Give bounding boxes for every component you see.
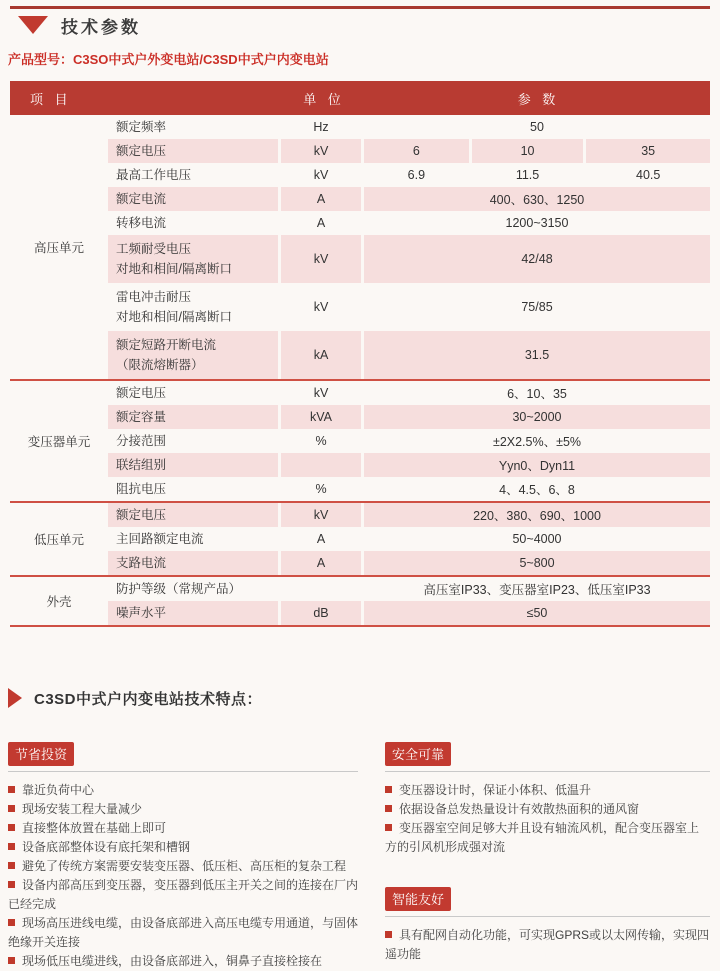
param-cell: 35 [586,139,710,163]
param-area [364,283,710,331]
param-cell: Yyn0、Dyn11 [364,453,710,477]
table-row [108,163,710,187]
item-cell [108,405,278,429]
param-area [364,551,710,575]
item-label: 额定容量 [116,409,167,424]
bullet-text: 具有配网自动化功能，可实现GPRS或以太网传输，实现四遥功能 [385,928,710,961]
item-label: 额定电压 [116,507,167,522]
product-model-line: 产品型号：C3SO中式户外变电站/C3SD中式户内变电站 [8,52,329,67]
unit-cell: kV [281,139,361,163]
param-area [364,139,710,163]
param-area [364,235,710,283]
item-cell [108,139,278,163]
table-row [108,429,710,453]
table-row [108,139,710,163]
param-cell: 1200~3150 [505,216,569,230]
table-row [108,115,710,139]
unit-cell: A [316,532,326,546]
table-row [108,211,710,235]
param-cell: 42/48 [364,235,710,283]
param-cell: 50 [530,120,544,134]
table-row [108,283,710,331]
features-title: C3SD中式户内变电站技术特点： [34,690,263,708]
bullet-square-icon [8,862,15,869]
unit-cell: dB [281,601,361,625]
table-row [108,187,710,211]
unit-cell: A [316,216,326,230]
bullet-item [8,857,358,876]
param-area [364,503,710,527]
header-cell-item: 项 目 [30,91,72,107]
item-cell [108,503,278,527]
table-row [108,405,710,429]
param-area [364,429,710,453]
unit-cell [281,453,361,477]
bullet-square-icon [8,881,15,888]
bullet-list [385,781,710,857]
param-cell: 6、10、35 [507,387,567,401]
item-label: 对地和相间/隔离断口 [116,261,232,276]
item-cell [108,283,278,331]
param-cell: 40.5 [636,168,661,182]
bullet-text: 现场高压进线电缆，由设备底部进入高压电缆专用通道，与固体绝缘开关连接 [8,916,359,949]
table-rows [108,115,710,379]
bullet-item [385,800,710,819]
item-label: 噪声水平 [116,605,167,620]
bullet-text: 依据设备总发热量设计有效散热面积的通风窗 [399,802,640,816]
item-label: （限流熔断器） [116,357,204,372]
bullet-item [8,952,358,971]
unit-cell: kV [313,300,329,314]
bullet-square-icon [385,786,392,793]
bullet-item [385,926,710,964]
param-cell: 11.5 [515,168,540,182]
bullet-square-icon [8,919,15,926]
param-area [364,527,710,551]
item-label: 阻抗电压 [116,481,167,496]
triangle-right-icon [8,688,22,708]
unit-cell: kV [313,386,329,400]
item-label: 额定电流 [116,191,167,206]
item-cell [108,187,278,211]
unit-cell: % [315,434,327,448]
item-label: 分接范围 [116,433,167,448]
item-label: 额定电压 [116,143,167,158]
param-area [364,453,710,477]
group-divider [10,625,710,627]
table-row [108,381,710,405]
item-cell [108,381,278,405]
group-label: 高压单元 [33,241,84,255]
item-label: 额定短路开断电流 [116,338,217,353]
table-header-row [10,81,710,115]
param-area [364,163,710,187]
param-area [364,115,710,139]
page-title: 技术参数 [61,17,141,37]
param-area [364,211,710,235]
item-label: 工频耐受电压 [116,242,192,257]
item-cell [108,551,278,575]
param-cell: 75/85 [521,300,553,314]
bullet-text: 避免了传统方案需要安装变压器、低压柜、高压柜的复杂工程 [22,859,347,873]
header-cell-unit: 单 位 [303,91,345,107]
table-row [108,503,710,527]
bullet-square-icon [385,931,392,938]
group-label: 低压单元 [33,533,84,547]
unit-cell: Hz [313,120,329,134]
bullet-text: 设备底部整体设有底托架和槽钢 [22,840,191,854]
bullet-square-icon [8,786,15,793]
group-label: 变压器单元 [27,435,91,449]
table-row [108,453,710,477]
table-row [108,601,710,625]
unit-cell: kV [281,503,361,527]
item-cell [108,211,278,235]
bullet-text: 现场低压电缆进线，由设备底部进入，铜鼻子直接栓接在 [22,954,323,968]
item-cell [108,163,278,187]
param-cell: 31.5 [364,331,710,379]
bullet-square-icon [385,805,392,812]
triangle-down-icon [18,16,48,34]
item-cell [108,601,278,625]
feature-badge: 节省投资 [8,742,74,766]
header-cell-params: 参 数 [517,91,560,107]
item-cell [108,453,278,477]
table-row [108,235,710,283]
param-cell: 5~800 [364,551,710,575]
item-cell [108,115,278,139]
item-label: 对地和相间/隔离断口 [116,309,232,324]
table-body [10,115,710,627]
param-area [364,477,710,501]
item-label: 防护等级（常规产品） [116,581,242,596]
badge-underline [385,916,710,917]
section-title-row [18,14,720,36]
item-cell [108,235,278,283]
bullet-item [8,838,358,857]
feature-badge: 安全可靠 [385,742,451,766]
unit-cell: kV [313,168,329,182]
badge-underline [385,771,710,772]
param-area [364,187,710,211]
bullet-text: 变压器设计时，保证小体积、低温升 [399,783,592,797]
table-group [10,381,710,501]
bullet-text: 现场安装工程大量减少 [22,802,143,816]
param-cell: 4、4.5、6、8 [499,483,575,497]
unit-cell: kVA [281,405,361,429]
bullet-item [8,876,358,914]
table-row [108,477,710,501]
feature-section [385,742,710,857]
param-area [364,331,710,379]
feature-column [8,742,358,971]
item-cell [108,477,278,501]
badge-underline [8,771,358,772]
table-group [10,115,710,379]
bullet-text: 变压器室空间足够大并且设有轴流风机，配合变压器室上方的引风机形成强对流 [385,821,700,854]
item-cell [108,429,278,453]
param-area [364,601,710,625]
item-label: 支路电流 [116,555,167,570]
item-label: 雷电冲击耐压 [116,290,192,305]
param-area [364,381,710,405]
param-cell: 6 [364,139,469,163]
table-row [108,331,710,379]
param-cell: 高压室IP33、变压器室IP23、低压室IP33 [423,583,651,597]
table-row [108,551,710,575]
unit-cell: kA [281,331,361,379]
unit-cell: A [281,551,361,575]
bullet-item [8,800,358,819]
feature-section [385,887,710,964]
item-cell [108,577,278,601]
table-row [108,577,710,601]
param-cell: 50~4000 [512,532,562,546]
item-cell [108,331,278,379]
param-cell: 10 [472,139,584,163]
bullet-item [385,781,710,800]
item-label: 主回路额定电流 [116,531,204,546]
feature-section [8,742,358,971]
item-cell [108,527,278,551]
param-cell: 30~2000 [364,405,710,429]
top-rule [10,6,710,9]
table-rows [108,381,710,501]
bullet-item [8,914,358,952]
group-label: 外壳 [46,595,72,609]
table-rows [108,503,710,575]
table-group [10,503,710,575]
item-label: 最高工作电压 [116,167,192,182]
features-title-row [8,688,720,708]
param-area [364,405,710,429]
bullet-list [385,926,710,964]
param-cell: 400、630、1250 [364,187,710,211]
bullet-text: 靠近负荷中心 [22,783,95,797]
bullet-list [8,781,358,971]
unit-cell: % [315,482,327,496]
item-label: 额定电压 [116,385,167,400]
param-area [364,577,710,601]
item-label: 额定频率 [116,119,167,134]
unit-cell [281,577,361,601]
table-group [10,577,710,625]
bullet-square-icon [8,957,15,964]
unit-cell: kV [281,235,361,283]
table-rows [108,577,710,625]
feature-badge: 智能友好 [385,887,451,911]
param-cell: ≤50 [364,601,710,625]
unit-cell: A [281,187,361,211]
bullet-square-icon [8,843,15,850]
bullet-square-icon [8,805,15,812]
bullet-item [8,819,358,838]
item-label: 转移电流 [116,215,167,230]
item-label: 联结组别 [116,457,167,472]
bullet-text: 设备内部高压到变压器，变压器到低压主开关之间的连接在厂内已经完成 [8,878,359,911]
features-columns [8,742,710,971]
param-cell: 220、380、690、1000 [364,503,710,527]
bullet-item [385,819,710,857]
bullet-square-icon [8,824,15,831]
feature-column [385,742,710,971]
bullet-square-icon [385,824,392,831]
bullet-text: 直接整体放置在基础上即可 [22,821,167,835]
bullet-item [8,781,358,800]
param-cell: ±2X2.5%、±5% [492,435,582,449]
table-row [108,527,710,551]
spec-table [10,81,710,627]
param-cell: 6.9 [407,168,426,182]
